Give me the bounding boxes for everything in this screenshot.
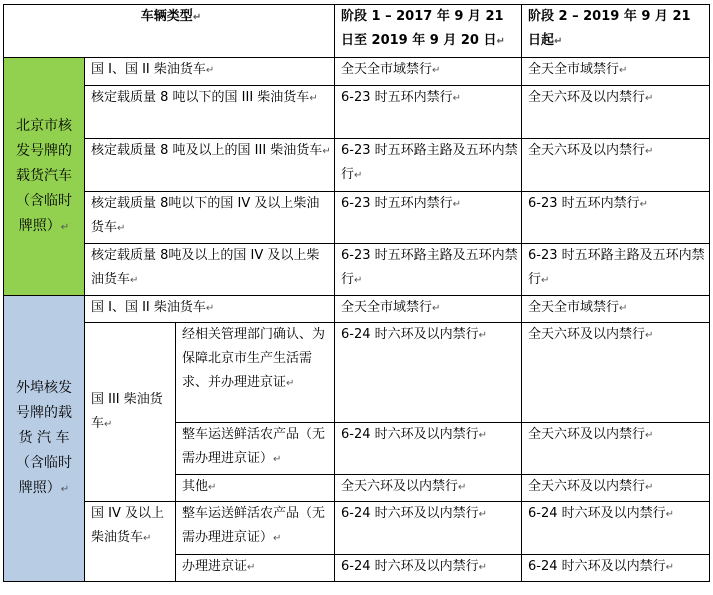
condition-cell: 整车运送鲜活农产品（无需办理进京证）↵ bbox=[176, 423, 335, 475]
phase2-cell: 全天六环及以内禁行↵ bbox=[522, 323, 710, 423]
phase1-cell: 6-24 时六环及以内禁行↵ bbox=[335, 502, 522, 555]
group-beijing-label: 北京市核发号牌的载货汽车（含临时牌照）↵ bbox=[4, 58, 85, 296]
table-row bbox=[4, 323, 710, 423]
phase2-cell: 全天全市域禁行↵ bbox=[522, 296, 710, 323]
phase1-cell: 6-23 时五环路主路及五环内禁行↵ bbox=[335, 244, 522, 296]
phase1-cell: 6-23 时五环内禁行↵ bbox=[335, 86, 522, 139]
phase2-cell: 全天六环及以内禁行↵ bbox=[522, 475, 710, 502]
vehicle-type-cell: 核定载质量 8 吨及以上的国 III 柴油货车↵ bbox=[85, 139, 335, 192]
vehicle-type-cell: 国 I、国 II 柴油货车↵ bbox=[85, 296, 335, 323]
header-phase2: 阶段 2 – 2019 年 9 月 21 日起↵ bbox=[522, 5, 710, 58]
phase2-cell: 6-24 时六环及以内禁行↵ bbox=[522, 502, 710, 555]
group-outside-label: 外埠核发号牌的载货 汽 车（含临时牌照）↵ bbox=[4, 296, 85, 582]
header-row bbox=[4, 5, 710, 58]
table-row bbox=[4, 58, 710, 86]
vehicle-type-cell: 核定载质量 8 吨以下的国 III 柴油货车↵ bbox=[85, 86, 335, 139]
phase2-cell: 全天全市域禁行↵ bbox=[522, 58, 710, 86]
condition-cell: 经相关管理部门确认、为保障北京市生产生活需求、并办理进京证↵ bbox=[176, 323, 335, 423]
phase2-cell: 全天六环及以内禁行↵ bbox=[522, 423, 710, 475]
phase2-cell: 全天六环及以内禁行↵ bbox=[522, 86, 710, 139]
table-row bbox=[4, 86, 710, 139]
vehicle-type-cell: 国 I、国 II 柴油货车↵ bbox=[85, 58, 335, 86]
phase2-cell: 全天六环及以内禁行↵ bbox=[522, 139, 710, 192]
phase1-cell: 6-24 时六环及以内禁行↵ bbox=[335, 423, 522, 475]
phase1-cell: 6-23 时五环内禁行↵ bbox=[335, 192, 522, 244]
phase1-cell: 全天全市域禁行↵ bbox=[335, 58, 522, 86]
subgroup-guo4-label: 国 IV 及以上柴油货车↵ bbox=[85, 502, 176, 582]
phase1-cell: 6-24 时六环及以内禁行↵ bbox=[335, 555, 522, 582]
truck-restriction-table bbox=[3, 4, 710, 582]
phase2-cell: 6-23 时五环路主路及五环内禁行↵ bbox=[522, 244, 710, 296]
condition-cell: 办理进京证↵ bbox=[176, 555, 335, 582]
table-row bbox=[4, 192, 710, 244]
phase1-cell: 6-23 时五环路主路及五环内禁行↵ bbox=[335, 139, 522, 192]
phase2-cell: 6-23 时五环内禁行↵ bbox=[522, 192, 710, 244]
vehicle-type-cell: 核定载质量 8吨以下的国 IV 及以上柴油货车↵ bbox=[85, 192, 335, 244]
vehicle-type-cell: 核定载质量 8吨及以上的国 IV 及以上柴油货车↵ bbox=[85, 244, 335, 296]
table-row bbox=[4, 244, 710, 296]
header-vehicle-type: 车辆类型↵ bbox=[4, 5, 335, 58]
header-phase1: 阶段 1 – 2017 年 9 月 21 日至 2019 年 9 月 20 日↵ bbox=[335, 5, 522, 58]
phase1-cell: 全天全市域禁行↵ bbox=[335, 296, 522, 323]
condition-cell: 整车运送鲜活农产品（无需办理进京证）↵ bbox=[176, 502, 335, 555]
phase2-cell: 6-24 时六环及以内禁行↵ bbox=[522, 555, 710, 582]
table-row bbox=[4, 296, 710, 323]
phase1-cell: 全天六环及以内禁行↵ bbox=[335, 475, 522, 502]
phase1-cell: 6-24 时六环及以内禁行↵ bbox=[335, 323, 522, 423]
subgroup-guo3-label: 国 III 柴油货车↵ bbox=[85, 323, 176, 502]
table-row bbox=[4, 139, 710, 192]
condition-cell: 其他↵ bbox=[176, 475, 335, 502]
table-row bbox=[4, 502, 710, 555]
